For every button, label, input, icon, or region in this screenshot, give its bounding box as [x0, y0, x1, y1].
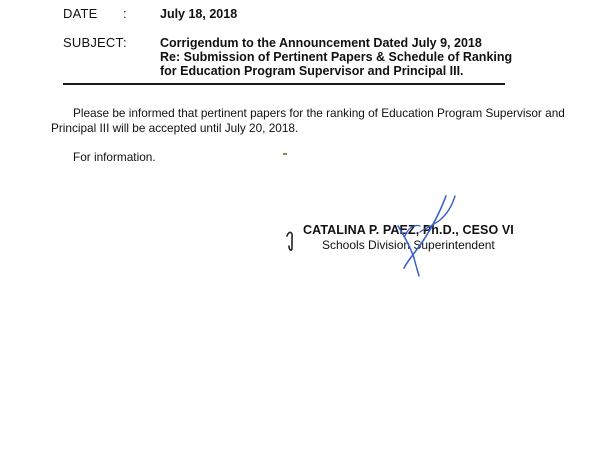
date-value: July 18, 2018: [160, 7, 238, 21]
body-paragraph-line: Principal III will be accepted until July 20, 2018.: [51, 121, 299, 135]
signatory-title: Schools Division Superintendent: [322, 238, 495, 252]
subject-label: SUBJECT: [63, 35, 124, 50]
signatory-name: CATALINA P. PAEZ, Ph.D., CESO VI: [303, 223, 514, 237]
date-label: DATE: [63, 6, 98, 21]
subject-line: for Education Program Supervisor and Principal III.: [160, 64, 464, 78]
subject-colon: :: [123, 35, 127, 50]
subject-line: Corrigendum to the Announcement Dated July 9, 2018: [160, 36, 482, 50]
subject-line: Re: Submission of Pertinent Papers & Schedule of Ranking: [160, 50, 513, 64]
date-colon: :: [123, 6, 127, 21]
body-paragraph-line: Please be informed that pertinent papers for the ranking of Education Program Supervisor and: [73, 106, 565, 120]
closing-text: For information.: [73, 150, 156, 164]
